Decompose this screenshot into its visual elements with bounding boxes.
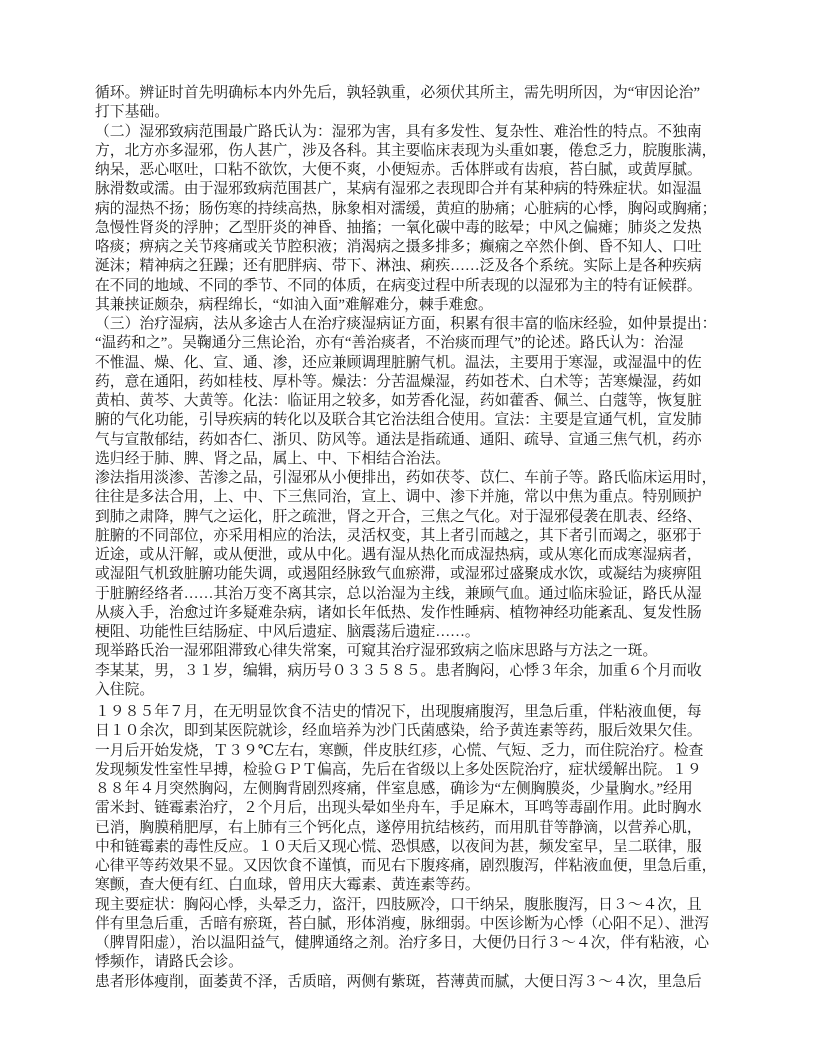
text-line: 一月后开始发烧，Ｔ３９℃左右，寒颤，伴皮肤红疹，心慌、气短、乏力，而住院治疗。检查 [95,742,704,759]
text-line: 李某某，男，３１岁，编辑，病历号０３３５８５。患者胸闷，心悸３年余，加重６个月而收 [95,662,702,679]
text-line: 渗法指用淡渗、苦渗之品，引湿邪从小便排出，药如茯苓、苡仁、车前子等。路氏临床运用时， [95,470,717,486]
text-line: 中和链霉素的毒性反应。１０天后又现心慌、恐惧感，以夜间为甚，频发室早，呈二联律，服 [95,838,702,855]
paragraph [95,123,725,316]
text-line: 脏腑的不同部位，亦采用相应的治法，灵活权变，其上者引而越之，其下者引而竭之，驱邪于 [95,527,702,544]
text-line: 腑的气化功能，引导疾病的转化以及联合其它治法组合使用。宣法：主要是宣通气机，宣发肺 [95,412,702,429]
paragraph [95,896,725,973]
text-line: 病的湿热不扬；肠伤寒的持续高热，脉象相对濡缓，黄疸的胁痛；心脏病的心悸，胸闷或胸痛； [95,200,717,217]
text-line: １９８５年７月，在无明显饮食不洁史的情况下，出现腹痛腹泻，里急后重，伴粘液血便，每 [95,704,702,720]
paragraph [95,84,725,123]
text-line: 方，北方亦多湿邪，伤人甚广，涉及各科。其主要临床表现为头重如裹，倦怠乏力，脘腹胀满， [95,142,717,159]
text-line: “温药和之”。吴鞠通分三焦论治，亦有“善治痰者，不治痰而理气”的论述。路氏认为：治湿 [95,335,684,352]
text-line: 现举路氏治一湿邪阻滞致心律失常案，可窥其治疗湿邪致病之临床思路与方法之一斑。 [95,643,658,660]
text-line: 伴有里急后重，舌暗有瘀斑，苔白腻，形体消瘦，脉细弱。中医诊断为心悸（心阳不足）、泄泻 [95,915,710,932]
paragraph [95,973,725,992]
text-line: 涎沫；精神病之狂躁；还有肥胖病、带下、淋浊、痢疾……泛及各个系统。实际上是各种疾病 [95,258,702,275]
text-line: 日１０余次，即到某医院就诊，经血培养为沙门氏菌感染，给予黄连素等药，服后效果欠佳。 [95,723,702,740]
text-line: 往往是多法合用，上、中、下三焦同治，宣上、调中、渗下并施，常以中焦为重点。特别顾护 [95,489,702,506]
text-line: 其兼挟证颇杂，病程绵长，“如油入面”难解难分，棘手难愈。 [95,296,493,313]
text-line: 不惟温、燥、化、宣、通、渗，还应兼顾调理脏腑气机。温法，主要用于寒湿，或湿温中的佐 [95,354,702,371]
text-line: 寒颤，查大便有红、白血球，曾用庆大霉素、黄连素等药。 [95,877,480,894]
text-line: 雷米封、链霉素治疗，２个月后，出现头晕如坐舟车，手足麻木，耳鸣等毒副作用。此时胸水 [95,800,702,817]
text-line: 急慢性肾炎的浮肿；乙型肝炎的神昏、抽搐；一氧化碳中毒的眩晕；中风之偏瘫；肺炎之发热 [95,219,702,236]
paragraph [95,662,725,701]
text-line: 于脏腑经络者……其治万变不离其宗，总以治湿为主线，兼顾气血。通过临床验证，路氏从湿 [95,585,702,602]
text-line: 心律平等药效果不显。又因饮食不谨慎，而见右下腹疼痛，剧烈腹泻，伴粘液血便，里急后重， [95,858,717,874]
text-line: 患者形体瘦削，面萎黄不泽，舌质暗，两侧有紫斑，苔薄黄而腻，大便日泻３～４次，里急后 [95,973,702,990]
text-line: 在不同的地域、不同的季节、不同的体质，在病变过程中所表现的以湿邪为主的特有证候群。 [95,277,702,294]
text-line: 气与宣散郁结，药如杏仁、浙贝、防风等。通法是指疏通、通阳、疏导、宣通三焦气机，药亦 [95,431,702,448]
text-line: 咯痰；痹病之关节疼痛或关节腔积液；消渴病之摄多排多；癫痫之卒然仆倒、昏不知人、口吐 [95,239,702,255]
text-line: 循环。辨证时首先明确标本内外先后，孰轻孰重，必须伏其所主，需先明所因，为“审因论治” [95,85,701,101]
text-line: 到肺之肃降，脾气之运化，肝之疏泄，肾之开合，三焦之气化。对于湿邪侵袭在肌表、经络、 [95,508,702,525]
text-line: 黄柏、黄芩、大黄等。化法：临证用之较多，如芳香化湿，药如藿香、佩兰、白蔻等，恢复脏 [95,393,702,409]
text-line: 发现频发性室性早搏，检验ＧＰＴ偏高，先后在省级以上多处医院治疗，症状缓解出院。１９ [95,761,702,778]
paragraph [95,703,725,896]
paragraph [95,315,725,469]
page-text [95,84,725,992]
text-line: 已消，胸膜稍肥厚，右上肺有三个钙化点，遂停用抗结核药，而用肌苷等静滴，以营养心肌， [95,819,702,836]
text-line: 药，意在通阳，药如桂枝、厚朴等。燥法：分苦温燥湿，药如苍术、白术等；苦寒燥湿，药如 [95,373,702,390]
text-line: （脾胃阳虚），治以温阳益气，健脾通络之剂。治疗多日，大便仍日行３～４次，伴有粘液，心 [95,935,710,951]
text-line: 从痰入手，治愈过许多疑难杂病，诸如长年低热、发作性睡病、植物神经功能紊乱、复发性肠 [95,604,702,621]
text-line: 现主要症状：胸闷心悸，头晕乏力，盗汗，四肢厥冷，口干纳呆，腹胀腹泻，日３～４次，且 [95,896,702,913]
text-line: 入住院。 [95,681,155,698]
text-line: （二）湿邪致病范围最广路氏认为：湿邪为害，具有多发性、复杂性、难治性的特点。不独南 [95,123,702,140]
text-line: 或湿阻气机致脏腑功能失调，或遏阻经脉致气血瘀滞，或湿邪过盛聚成水饮，或凝结为痰痹阻 [95,566,702,583]
paragraph [95,469,725,642]
text-line: ８８年４月突然胸闷，左侧胸背剧烈疼痛，伴室息感，确诊为“左侧胸膜炎，少量胸水。”经用 [95,781,693,797]
text-line: 悸频作，请路氏会诊。 [95,954,243,971]
text-line: （三）治疗湿病，法从多途古人在治疗痰湿病证方面，积累有很丰富的临床经验，如仲景提出： [95,316,717,332]
text-line: 选归经于肺、脾、肾之品，属上、中、下相结合治法。 [95,450,451,467]
text-line: 梗阻、功能性巨结肠症、中风后遗症、脑震荡后遗症……。 [95,624,480,640]
text-line: 纳呆，恶心呕吐，口粘不欲饮，大便不爽，小便短赤。舌体胖或有齿痕，苔白腻，或黄厚腻。 [95,162,702,178]
text-line: 近途，或从汗解，或从便泄，或从中化。遇有湿从热化而成湿热病，或从寒化而成寒湿病者， [95,547,702,563]
paragraph [95,642,725,661]
text-line: 脉滑数或濡。由于湿邪致病范围甚广，某病有湿邪之表现即合并有某种病的特殊症状。如湿温 [95,181,702,198]
text-line: 打下基础。 [95,104,169,121]
